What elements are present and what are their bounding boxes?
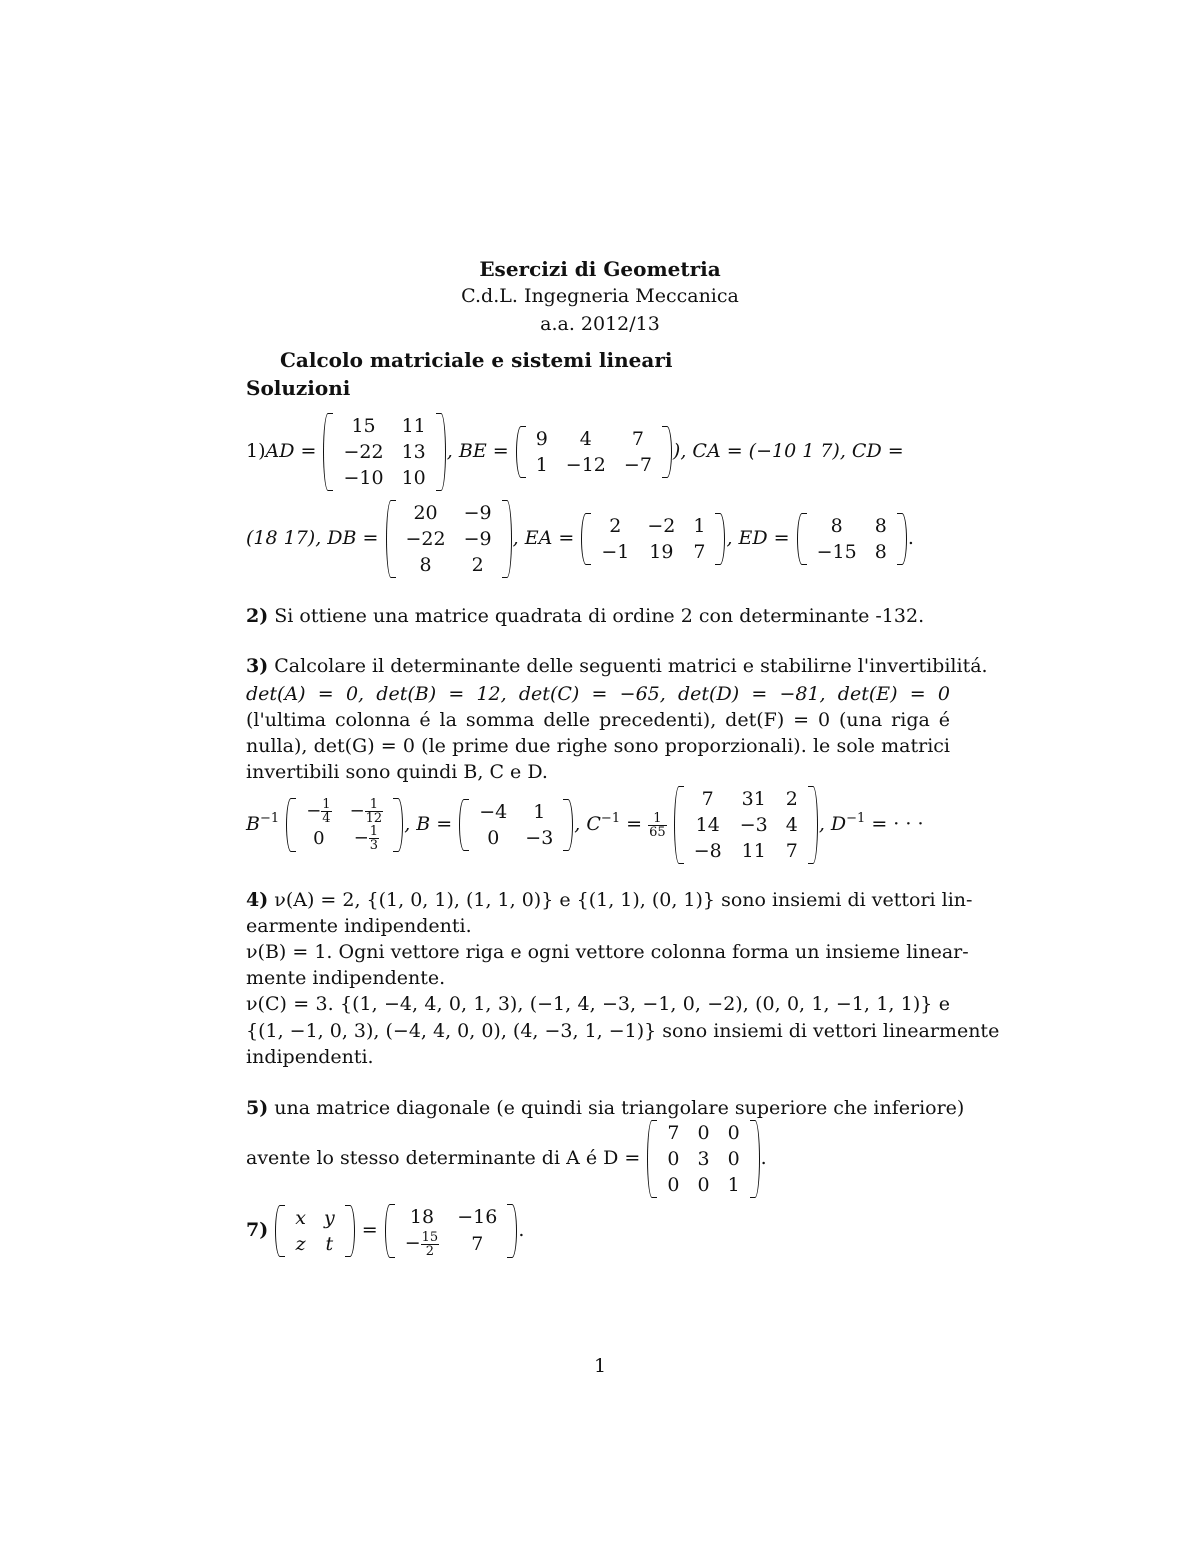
exercise-1-label: 1) [246,440,266,462]
DB-cell: −9 [463,502,492,524]
B-row [470,799,562,825]
Binv-r1c2-num: 1 [365,798,384,812]
exercise-1-line-2 [246,500,914,578]
D-cell: 0 [667,1174,680,1196]
BE-cell: 9 [535,428,548,450]
exercise-4-line-2: earmente indipendenti. [246,915,472,937]
exercise-4-line-3: ν(B) = 1. Ogni vettore riga e ogni vettore colonna forma un insieme linear- [246,941,969,963]
matrix-B-table [470,799,562,851]
exercise-4-text-1: ν(A) = 2, {(1, 0, 1), (1, 1, 0)} e {(1, 1), (0, 1)} sono insiemi di vettori lin- [274,889,973,911]
D-cell: 0 [667,1148,680,1170]
solution-r1c1: 18 [409,1206,435,1228]
Cinv-cell: −3 [739,814,768,836]
Dinv-superscript: −1 [846,811,866,826]
matrix-Cinv [673,786,819,864]
Binv-r2c1: 0 [313,827,325,849]
AD-cell: −10 [343,467,384,489]
D-cell: 0 [727,1122,740,1144]
BE-cell: −12 [565,454,606,476]
matrix-ED-table [808,513,896,565]
Binv-r1c1-den: 4 [322,811,331,826]
matrix-Binv [285,798,404,852]
exercise-3-line-1 [246,655,988,677]
EA-cell: 1 [693,515,706,537]
ED-cell: 8 [830,515,843,537]
matrix-Cinv-table [685,786,807,864]
EA-cell: 2 [609,515,622,537]
Cinv-scalar-fraction [648,812,667,839]
exercise-5-text-2: avente lo stesso determinante di A é D = [246,1147,641,1169]
Cinv-cell: 4 [785,814,798,836]
DB-row [397,526,501,552]
matrix-solution-table [396,1204,507,1258]
D-row [658,1120,748,1146]
Cinv-cell: −8 [693,840,722,862]
B-label: , B = [404,813,453,835]
exercise-2-label: 2) [246,605,269,627]
D-cell: 0 [697,1174,710,1196]
section-title: Calcolo matriciale e sistemi lineari [280,348,673,372]
B-row [470,825,562,851]
Binv-r1c2 [341,798,393,825]
matrix-ED [796,513,908,565]
AD-cell: 15 [351,415,376,437]
page-number: 1 [593,1355,607,1377]
ED-cell: 8 [874,541,887,563]
exercise-5-end: . [760,1147,767,1169]
Dinv-rest: = · · · [865,813,924,835]
EA-cell: −1 [601,541,630,563]
exercise-3-line-5: invertibili sono quindi B, C e D. [246,761,548,783]
xyzt-row [286,1231,343,1257]
matrix-B [458,799,574,851]
ED-row [808,513,896,539]
solution-r2c1-fraction [421,1231,440,1258]
D-cell: 0 [727,1148,740,1170]
ED-cell: 8 [874,515,887,537]
xyzt-cell: y [323,1206,335,1229]
exercise-3-line-2: det(A) = 0, det(B) = 12, det(C) = −65, det(D) = −81, det(E) = 0 [246,683,950,705]
Cinv-row [685,786,807,812]
matrix-EA [580,513,726,565]
exercise-3-line-3: (l'ultima colonna é la somma delle precedenti), det(F) = 0 (una riga é [246,709,950,731]
ED-label: , ED = [726,527,790,549]
Binv-r1c1-num: 1 [322,797,331,812]
Binv-r1c1 [297,798,340,825]
Binv-r2c2-sign: − [353,827,369,849]
section-subtitle: Soluzioni [246,376,351,400]
document-title: Esercizi di Geometria [479,257,721,281]
Binv-r1c1-fraction [321,798,331,825]
Cinv-row [685,838,807,864]
Cinv-superscript: −1 [600,811,621,826]
exercise-7-equals: = [361,1218,378,1241]
solution-r2c1-sign: − [404,1232,421,1254]
exercise-5-line-2 [246,1120,767,1198]
AD-cell: 10 [401,467,426,489]
exercise-5-line-1 [246,1097,965,1119]
EA-row [592,513,714,539]
exercise-4-line-6: {(1, −1, 0, 3), (−4, 4, 0, 0), (4, −3, 1, −1)} sono insiemi di vettori linearmente [246,1020,1000,1042]
D-row [658,1172,748,1198]
exercise-3-label: 3) [246,655,269,677]
matrix-AD [322,413,446,491]
solution-r2c2: 7 [471,1232,484,1255]
matrix-DB [385,500,513,578]
D-cell: 1 [727,1174,740,1196]
Binv-r2c2 [341,825,393,852]
AD-cell: −22 [343,441,384,463]
solution-r2c1-num: 15 [421,1229,439,1245]
Cinv-scalar-den: 65 [649,824,666,840]
DB-cell: 20 [413,502,438,524]
Cinv-cell: 2 [785,788,798,810]
Cinv-cell: 31 [741,788,766,810]
D-cell: 3 [697,1148,710,1170]
exercise-1-end: . [907,527,914,549]
xyzt-cell: z [295,1232,306,1255]
matrix-xyzt [274,1205,355,1257]
solution-r1c2: −16 [457,1206,498,1228]
matrix-BE-table [527,426,661,478]
Cinv-equals: = [620,813,643,835]
ED-row [808,539,896,565]
Binv-r1c2-sign: − [349,800,365,822]
DB-cell: 2 [471,554,484,576]
exercise-4-label: 4) [246,889,269,911]
matrix-solution [384,1204,519,1258]
BE-cell: −7 [623,454,652,476]
Cinv-cell: 7 [785,840,798,862]
xyzt-cell: x [295,1206,306,1229]
exercise-7 [246,1204,524,1258]
matrix-xyzt-table [286,1205,343,1257]
DB-cell: −9 [463,528,492,550]
Binv-superscript: −1 [259,811,280,826]
CA-CD-text: ), CA = (−10 1 7), CD = [672,440,904,462]
academic-year: a.a. 2012/13 [540,313,660,335]
Binv-r1c1-sign: − [306,800,322,822]
DB-cell: −22 [405,528,446,550]
exercise-4-line-7: indipendenti. [246,1046,374,1068]
DB-row [397,552,501,578]
matrix-D [646,1120,760,1198]
exercise-5-label: 5) [246,1097,269,1119]
EA-cell: −2 [647,515,676,537]
Binv-r1c2-den: 12 [365,811,383,826]
DB-cell: 8 [419,554,432,576]
Cinv-cell: 14 [695,814,720,836]
matrix-AD-table [334,413,434,491]
BE-row [527,452,661,478]
matrix-D-table [658,1120,748,1198]
solution-r2c1-den: 2 [425,1243,435,1259]
B-cell: 1 [533,801,546,823]
AD-row [334,413,434,439]
xyzt-row [286,1205,343,1231]
Binv-r1c2-fraction [365,798,384,825]
matrix-Binv-table [297,798,392,852]
xyzt-cell: t [325,1232,334,1255]
DB-row [397,500,501,526]
exercise-4-line-4: mente indipendente. [246,967,446,989]
Binv-label: B [246,813,260,835]
exercise-3-text-1: Calcolare il determinante delle seguenti matrici e stabilirne l'invertibilitá. [274,655,988,677]
AD-row [334,439,434,465]
AD-cell: 11 [401,415,426,437]
exercise-4-line-1 [246,889,973,911]
ED-cell: −15 [816,541,857,563]
EA-cell: 7 [693,541,706,563]
exercise-1-line-1 [246,413,904,491]
AD-row [334,465,434,491]
D-row [658,1146,748,1172]
exercise-2-text: Si ottiene una matrice quadrata di ordine 2 con determinante -132. [274,605,925,627]
D-cell: 7 [667,1122,680,1144]
B-cell: −4 [479,801,508,823]
Binv-r2c2-den: 3 [369,838,379,853]
AD-label: AD = [265,440,317,462]
B-cell: 0 [487,827,500,849]
BE-row [527,426,661,452]
D-cell: 0 [697,1122,710,1144]
BE-cell: 1 [535,454,548,476]
Binv-r2c2-fraction [369,825,379,852]
Binv-r2c2-num: 1 [369,824,379,839]
EA-cell: 19 [649,541,674,563]
solution-r2c1 [396,1230,448,1258]
CD-DB-text: (18 17), DB = [246,527,379,549]
matrix-EA-table [592,513,714,565]
exercise-7-label: 7) [246,1218,269,1241]
course-name: C.d.L. Ingegneria Meccanica [461,285,739,307]
Cinv-row [685,812,807,838]
exercise-3-line-4: nulla), det(G) = 0 (le prime due righe sono proporzionali). le sole matrici [246,735,950,757]
matrix-BE [515,426,673,478]
BE-cell: 7 [631,428,644,450]
Dinv-label: , D [818,813,847,835]
matrix-DB-table [397,500,501,578]
BE-label: , BE = [446,440,509,462]
exercise-7-end: . [518,1218,525,1241]
Cinv-scalar-num: 1 [648,812,667,826]
AD-cell: 13 [401,441,426,463]
EA-label: , EA = [512,527,575,549]
B-cell: −3 [525,827,554,849]
Cinv-cell: 7 [701,788,714,810]
exercise-4-line-5: ν(C) = 3. {(1, −4, 4, 0, 1, 3), (−1, 4, −3, −1, 0, −2), (0, 0, 1, −1, 1, 1)} e [246,993,950,1015]
BE-cell: 4 [579,428,592,450]
Cinv-cell: 11 [741,840,766,862]
exercise-5-text-1: una matrice diagonale (e quindi sia triangolare superiore che inferiore) [274,1097,965,1119]
exercise-3-inverses [246,786,924,864]
exercise-2 [246,605,924,627]
EA-row [592,539,714,565]
Cinv-label: , C [574,813,601,835]
